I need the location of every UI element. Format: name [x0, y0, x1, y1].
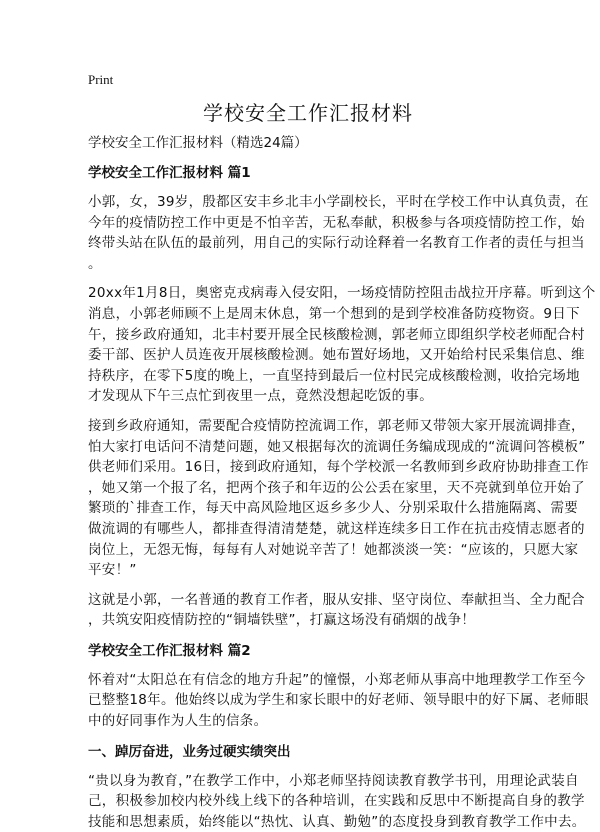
paragraph-line: 怕大家打电话问不清楚问题，她又根据每次的流调任务编成现成的“流调问答模板”	[88, 438, 586, 455]
paragraph-line: 怀着对“太阳总在有信念的地方升起”的憧憬，小郑老师从事高中地理教学工作至今	[88, 671, 586, 688]
subsection-heading: 一、踔厉奋进，业务过硬实绩突出	[88, 743, 291, 760]
paragraph-line: 才发现从下午三点忙到夜里一点，竟然没想起吃饭的事。	[88, 388, 433, 405]
paragraph-line: 繁琐的`排查工作，每天中高风险地区返乡多少人、分别采取什么措施隔离、需要	[88, 500, 579, 517]
paragraph-line: 消息，小郭老师顾不上是周末休息，第一个想到的是到学校准备防疫物资。9日下	[88, 305, 580, 322]
paragraph-line: 这就是小郭，一名普通的教育工作者，服从安排、坚守岗位、奉献担当、全力配合	[88, 591, 585, 608]
section-heading: 学校安全工作汇报材料 篇1	[88, 165, 251, 181]
paragraph	[88, 283, 596, 407]
paragraph-line: 已整整18年。他始终以成为学生和家长眼中的好老师、领导眼中的好下属、老师眼	[88, 692, 589, 709]
paragraph	[88, 192, 589, 274]
print-label: Print	[88, 72, 114, 87]
paragraph-line: “贵以身为教育，”在教学工作中，小郑老师坚持阅读教育教学书刊，用理论武装自	[88, 772, 579, 789]
paragraph-line: ，她又第一个报了名，把两个孩子和年迈的公公丢在家里，天不亮就到单位开始了	[88, 479, 585, 496]
document-page	[88, 70, 596, 832]
paragraph-line: 今年的疫情防控工作中更是不怕辛苦，无私奉献，积极参与各项疫情防控工作，始	[88, 214, 585, 231]
paragraph-line: 中的好同事作为人生的信条。	[88, 713, 268, 730]
paragraph-line: 技能和思想素质，始终能以“热忱、认真、勤勉”的态度投身到教育教学工作中去。	[88, 813, 586, 830]
paragraph-line: 接到乡政府通知，需要配合疫情防控流调工作，郭老师又带领大家开展流调排查，	[88, 417, 585, 434]
paragraph-line: 做流调的有哪些人，都排查得清清楚楚，就这样连续多日工作在抗击疫情志愿者的	[88, 520, 585, 537]
paragraph-line: 岗位上，无怨无悔，每每有人对她说辛苦了！她都淡淡一笑：“应该的，只愿大家	[88, 541, 579, 558]
paragraph	[88, 590, 585, 631]
paragraph	[88, 670, 589, 732]
paragraph-line: 终带头站在队伍的最前列，用自己的实际行动诠释着一名教育工作者的责任与担当	[88, 235, 585, 252]
document-body	[88, 163, 596, 832]
paragraph	[88, 416, 589, 581]
section-heading: 学校安全工作汇报材料 篇2	[88, 642, 251, 659]
paragraph-line: 小郭，女，39岁，殷都区安丰乡北丰小学副校长，平时在学校工作中认真负责，在	[88, 194, 589, 210]
paragraph-line: 20xx年1月8日，奥密克戎病毒入侵安阳，一场疫情防控阻击战拉开序幕。听到这个	[88, 285, 596, 302]
paragraph-line: 持秩序，在零下5度的晚上，一直坚持到最后一位村民完成核酸检测，收拾完场地	[88, 367, 580, 384]
paragraph-line: 午，接乡政府通知，北丰村要开展全民核酸检测，郭老师立即组织学校老师配合村	[88, 326, 585, 343]
paragraph-line: ，共筑安阳疫情防控的“铜墙铁壁”，打赢这场没有硝烟的战争！	[88, 612, 476, 629]
paragraph-line: 己，积极参加校内校外线上线下的各种培训，在实践和反思中不断提高自身的教学	[88, 793, 585, 810]
paragraph-line: 平安！”	[88, 562, 137, 579]
paragraph-line: 供老师们采用。16日，接到政府通知，每个学校派一名教师到乡政府协助排查工作	[88, 459, 589, 476]
document-title: 学校安全工作汇报材料	[203, 101, 413, 125]
paragraph	[88, 771, 586, 832]
paragraph-line: 。	[88, 255, 102, 272]
paragraph-line: 委干部、医护人员连夜开展核酸检测。她布置好场地，又开始给村民采集信息、维	[88, 347, 585, 364]
document-subtitle: 学校安全工作汇报材料（精选24篇）	[88, 135, 308, 151]
